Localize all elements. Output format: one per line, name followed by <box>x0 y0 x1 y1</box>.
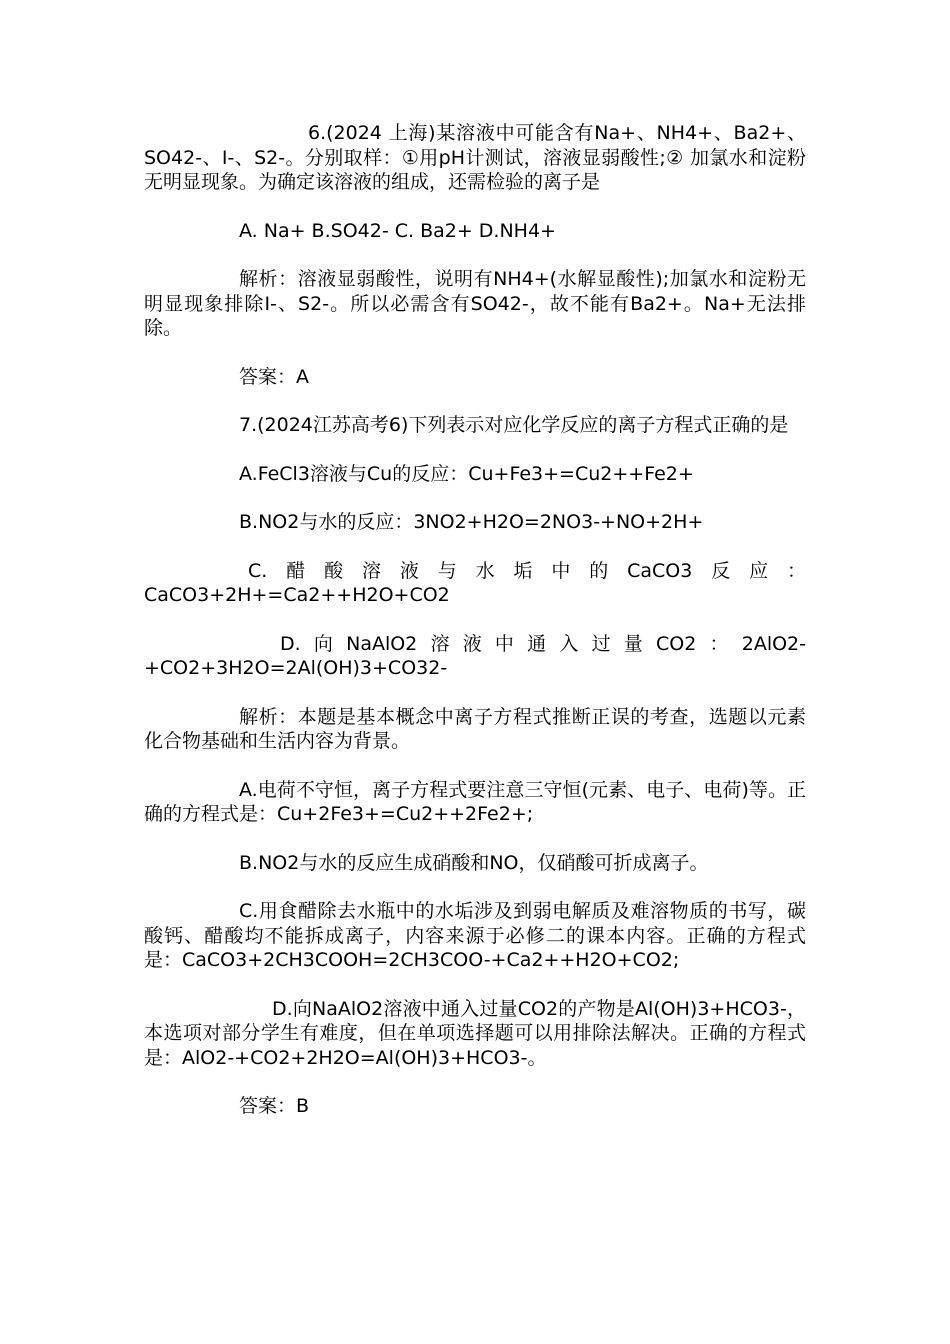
q6-answer: 答案：A <box>239 365 309 388</box>
q7-answer: 答案：B <box>239 1095 310 1117</box>
q7-option-c: C.醋酸溶液与水垢中的CaCO3反应：CaCO3+2H+=Ca2++H2O+CO2 <box>144 559 806 606</box>
q7-stem: 7.(2024江苏高考6)下列表示对应化学反应的离子方程式正确的是 <box>239 414 789 436</box>
q7-option-a: A.FeCl3溶液与Cu的反应：Cu+Fe3+=Cu2++Fe2+ <box>239 462 694 485</box>
q7-analysis-intro: 解析：本题是基本概念中离子方程式推断正误的考查，选题以元素化合物基础和生活内容为背景。 <box>144 705 806 752</box>
q7-analysis-c: C.用食醋除去水瓶中的水垢涉及到弱电解质及难溶物质的书写，碳酸钙、醋酸均不能拆成离子，内容来源于必修二的课本内容。正确的方程式是：CaCO3+2CH3COOH=2CH3COO-+Ca2++H2O+CO2; <box>144 900 806 971</box>
q7-option-d: D.向NaAlO2溶液中通入过量CO2：2AlO2-+CO2+3H2O=2Al(OH)3+CO32- <box>144 632 806 679</box>
q6-analysis: 解析：溶液显弱酸性，说明有NH4+(水解显酸性);加氯水和淀粉无明显现象排除I-、S2-。所以必需含有SO42-，故不能有Ba2+。Na+无法排除。 <box>144 268 806 339</box>
q6-stem: 6.(2024 上海)某溶液中可能含有Na+、NH4+、Ba2+、SO42-、I-、S2-。分别取样：①用pH计测试，溶液显弱酸性;② 加氯水和淀粉无明显现象。为确定该溶液的组成，还需检验的离子是 <box>144 122 806 193</box>
q7-analysis-d: D.向NaAlO2溶液中通入过量CO2的产物是Al(OH)3+HCO3-，本选项对部分学生有难度，但在单项选择题可以用排除法解决。正确的方程式是：AlO2-+CO2+2H2O=Al(OH)3+HCO3-。 <box>144 997 806 1069</box>
q6-options: A. Na+ B.SO42- C. Ba2+ D.NH4+ <box>239 219 556 242</box>
q7-option-b: B.NO2与水的反应：3NO2+H2O=2NO3-+NO+2H+ <box>239 511 704 533</box>
q7-analysis-a: A.电荷不守恒，离子方程式要注意三守恒(元素、电子、电荷)等。正确的方程式是：Cu+2Fe3+=Cu2++2Fe2+; <box>144 778 806 825</box>
document-page <box>144 121 806 1143</box>
q7-analysis-b: B.NO2与水的反应生成硝酸和NO，仅硝酸可折成离子。 <box>239 851 709 874</box>
